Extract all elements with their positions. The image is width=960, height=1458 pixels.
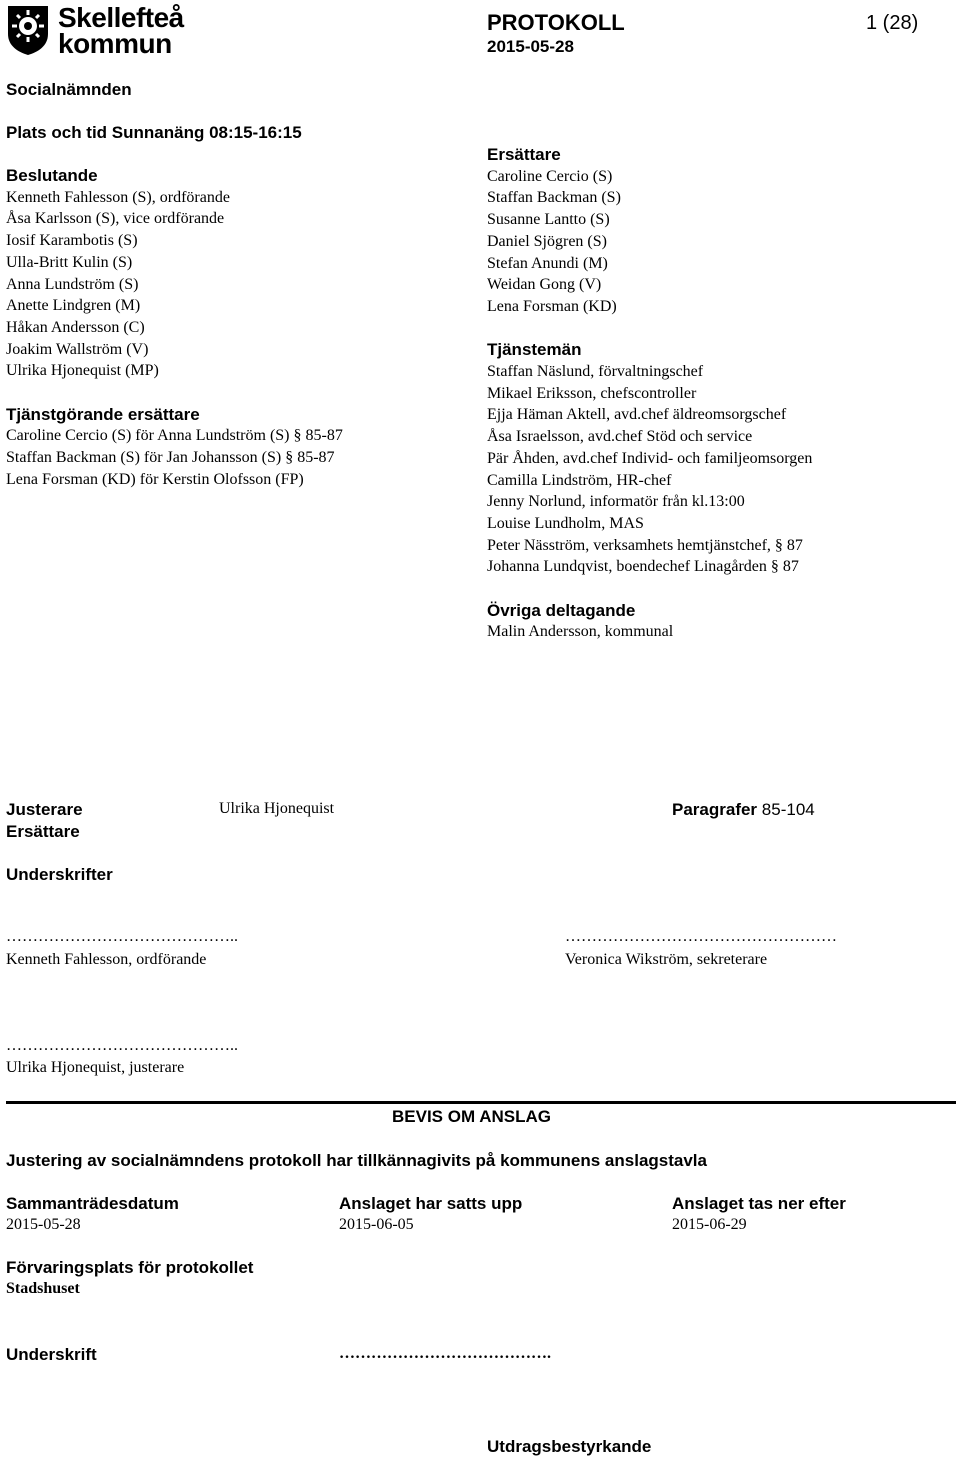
member-line: Ulla-Britt Kulin (S) bbox=[6, 253, 133, 271]
tjanstgorande-heading: Tjänstgörande ersättare bbox=[6, 404, 200, 424]
member-line: Lena Forsman (KD) bbox=[487, 297, 617, 315]
sammantradesdatum-value: 2015-05-28 bbox=[6, 1216, 81, 1233]
paragrafer-value: 85-104 bbox=[761, 800, 815, 819]
member-line: Staffan Backman (S) bbox=[487, 189, 621, 207]
member-line: Louise Lundholm, MAS bbox=[487, 514, 644, 532]
member-line: Malin Andersson, kommunal bbox=[487, 623, 674, 641]
bevis-title: BEVIS OM ANSLAG bbox=[392, 1107, 551, 1126]
tjanstemen-heading: Tjänstemän bbox=[487, 340, 582, 360]
forvaring-label: Förvaringsplats för protokollet bbox=[6, 1258, 254, 1277]
forvaring-value: Stadshuset bbox=[6, 1280, 80, 1297]
place-and-time: Plats och tid Sunnanäng 08:15-16:15 bbox=[6, 123, 302, 142]
member-line: Caroline Cercio (S) bbox=[487, 167, 613, 185]
underskrift-label: Underskrift bbox=[6, 1345, 97, 1364]
member-line: Caroline Cercio (S) för Anna Lundström (S) § 85-87 bbox=[6, 427, 343, 445]
member-line: Camilla Lindström, HR-chef bbox=[487, 471, 672, 489]
utdragsbestyrkande: Utdragsbestyrkande bbox=[487, 1437, 652, 1456]
signature-line-adjuster: …………………………………….. bbox=[6, 1037, 238, 1054]
signature-name-chair: Kenneth Fahlesson, ordförande bbox=[6, 951, 207, 968]
member-line: Peter Näsström, verksamhets hemtjänstchef, § 87 bbox=[487, 536, 803, 554]
signature-name-secretary: Veronica Wikström, sekreterare bbox=[565, 951, 768, 968]
left-column bbox=[6, 165, 343, 491]
member-line: Kenneth Fahlesson (S), ordförande bbox=[6, 188, 230, 206]
signature-line-chair: …………………………………….. bbox=[6, 928, 238, 945]
sammantradesdatum-label: Sammanträdesdatum bbox=[6, 1194, 179, 1213]
bevis-subtitle: Justering av socialnämndens protokoll har tillkännagivits på kommunens anslagstavla bbox=[6, 1151, 707, 1170]
beslutande-heading: Beslutande bbox=[6, 166, 98, 185]
member-line: Ulrika Hjonequist (MP) bbox=[6, 362, 159, 380]
member-line: Stefan Anundi (M) bbox=[487, 254, 608, 272]
member-line: Ejja Häman Aktell, avd.chef äldreomsorgschef bbox=[487, 406, 787, 424]
member-line: Håkan Andersson (C) bbox=[6, 318, 145, 336]
member-line: Åsa Karlsson (S), vice ordförande bbox=[6, 210, 225, 228]
committee-name: Socialnämnden bbox=[6, 80, 132, 99]
member-line: Weidan Gong (V) bbox=[487, 276, 602, 294]
anslaget-upp-value: 2015-06-05 bbox=[339, 1216, 414, 1233]
coat-of-arms-icon bbox=[6, 4, 50, 56]
member-line: Staffan Näslund, förvaltningschef bbox=[487, 363, 704, 381]
member-line: Staffan Backman (S) för Jan Johansson (S) § 85-87 bbox=[6, 449, 335, 467]
underskrifter-label: Underskrifter bbox=[6, 865, 113, 884]
page-number: 1 (28) bbox=[866, 12, 919, 34]
member-line: Anette Lindgren (M) bbox=[6, 297, 141, 315]
member-line: Anna Lundström (S) bbox=[6, 275, 139, 293]
justerare-label: Justerare bbox=[6, 800, 83, 819]
member-line: Mikael Eriksson, chefscontroller bbox=[487, 384, 697, 402]
paragrafer-label: Paragrafer bbox=[672, 800, 758, 819]
document-date: 2015-05-28 bbox=[487, 37, 574, 56]
ovriga-heading: Övriga deltagande bbox=[487, 600, 636, 620]
section-divider bbox=[6, 1101, 956, 1104]
member-line: Johanna Lundqvist, boendechef Linagården § 87 bbox=[487, 558, 799, 576]
anslaget-upp-label: Anslaget har satts upp bbox=[339, 1194, 523, 1213]
ersattare-label: Ersättare bbox=[6, 822, 80, 841]
signature-name-adjuster: Ulrika Hjonequist, justerare bbox=[6, 1059, 185, 1076]
paragrafer bbox=[672, 800, 815, 820]
member-line: Iosif Karambotis (S) bbox=[6, 232, 138, 250]
member-line: Susanne Lantto (S) bbox=[487, 211, 610, 229]
document-type: PROTOKOLL bbox=[487, 10, 625, 35]
right-column bbox=[487, 144, 812, 643]
justerare-name: Ulrika Hjonequist bbox=[219, 800, 335, 817]
underskrift-line: …………………………………. bbox=[339, 1345, 551, 1362]
logo-text-line2: kommun bbox=[58, 28, 172, 59]
member-line: Lena Forsman (KD) för Kerstin Olofsson (FP) bbox=[6, 470, 304, 488]
municipality-logo bbox=[6, 4, 196, 58]
member-line: Daniel Sjögren (S) bbox=[487, 232, 607, 250]
member-line: Pär Åhden, avd.chef Individ- och familjeomsorgen bbox=[487, 449, 813, 467]
member-line: Jenny Norlund, informatör från kl.13:00 bbox=[487, 493, 745, 511]
ersattare-heading: Ersättare bbox=[487, 145, 561, 164]
member-line: Joakim Wallström (V) bbox=[6, 340, 149, 358]
anslaget-ner-value: 2015-06-29 bbox=[672, 1216, 747, 1233]
member-line: Åsa Israelsson, avd.chef Stöd och service bbox=[487, 428, 753, 446]
logo-text-line1: Skellefteå bbox=[58, 2, 184, 33]
signature-line-secretary: …………………………………………… bbox=[565, 928, 837, 945]
anslaget-ner-label: Anslaget tas ner efter bbox=[672, 1194, 846, 1213]
